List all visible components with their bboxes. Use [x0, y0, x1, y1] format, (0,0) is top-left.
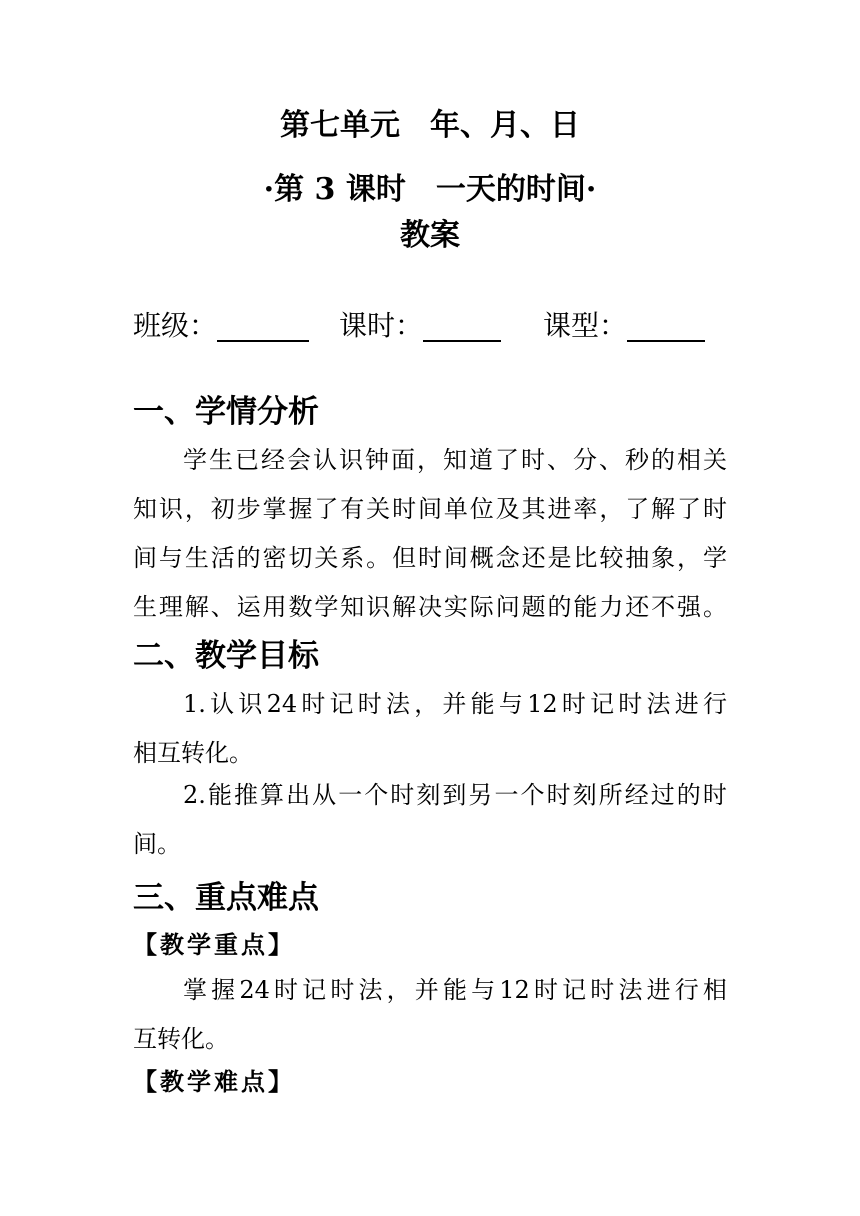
- paragraph-line: 1. 认 识 24 时 记 时 法 ， 并 能 与 12 时 记 时 法 进 行: [183, 690, 727, 718]
- paragraph-line: 间 与 生 活 的 密 切 关 系 。 但 时 间 概 念 还 是 比 较 抽 象 ， 学: [133, 544, 727, 572]
- paragraph-line: 互转化。: [133, 1025, 229, 1053]
- type-field: [543, 306, 705, 346]
- class-field: [133, 306, 309, 346]
- document-type: 教案: [400, 218, 460, 253]
- type-blank: [627, 306, 705, 342]
- lesson-title: ·第 3 课时 一天的时间·: [263, 172, 597, 207]
- analysis-heading: 一、学情分析: [133, 394, 319, 430]
- class-info-row: [133, 306, 733, 350]
- period-blank: [423, 306, 501, 342]
- paragraph-line: 2. 能 推 算 出 从 一 个 时 刻 到 另 一 个 时 刻 所 经 过 的 时: [183, 781, 727, 809]
- paragraph-line: 掌 握 24 时 记 时 法 ， 并 能 与 12 时 记 时 法 进 行 相: [183, 976, 727, 1004]
- focus-label: 【教学重点】: [133, 930, 295, 959]
- paragraph-line: 知 识 ， 初 步 掌 握 了 有 关 时 间 单 位 及 其 进 率 ， 了 解 了 时: [133, 495, 727, 523]
- period-field: [339, 306, 501, 346]
- paragraph-line: 学 生 已 经 会 认 识 钟 面 ， 知 道 了 时 、 分 、 秒 的 相 关: [183, 446, 727, 474]
- objective-item-1: [133, 680, 727, 778]
- type-label: 课型：: [543, 309, 628, 342]
- class-blank: [217, 306, 309, 342]
- key-points-heading: 三、重点难点: [133, 880, 319, 916]
- difficulty-label: 【教学难点】: [133, 1067, 295, 1096]
- analysis-paragraph: [133, 436, 727, 632]
- focus-paragraph: [133, 966, 727, 1064]
- paragraph-line: 生 理 解 、 运 用 数 学 知 识 解 决 实 际 问 题 的 能 力 还 不 强 。: [133, 593, 727, 621]
- paragraph-line: 相互转化。: [133, 739, 253, 767]
- paragraph-line: 间。: [133, 830, 181, 858]
- objectives-heading: 二、教学目标: [133, 638, 319, 674]
- unit-title: 第七单元 年、月、日: [280, 108, 580, 143]
- class-label: 班级：: [133, 309, 218, 342]
- objective-item-2: [133, 771, 727, 869]
- period-label: 课时：: [339, 309, 424, 342]
